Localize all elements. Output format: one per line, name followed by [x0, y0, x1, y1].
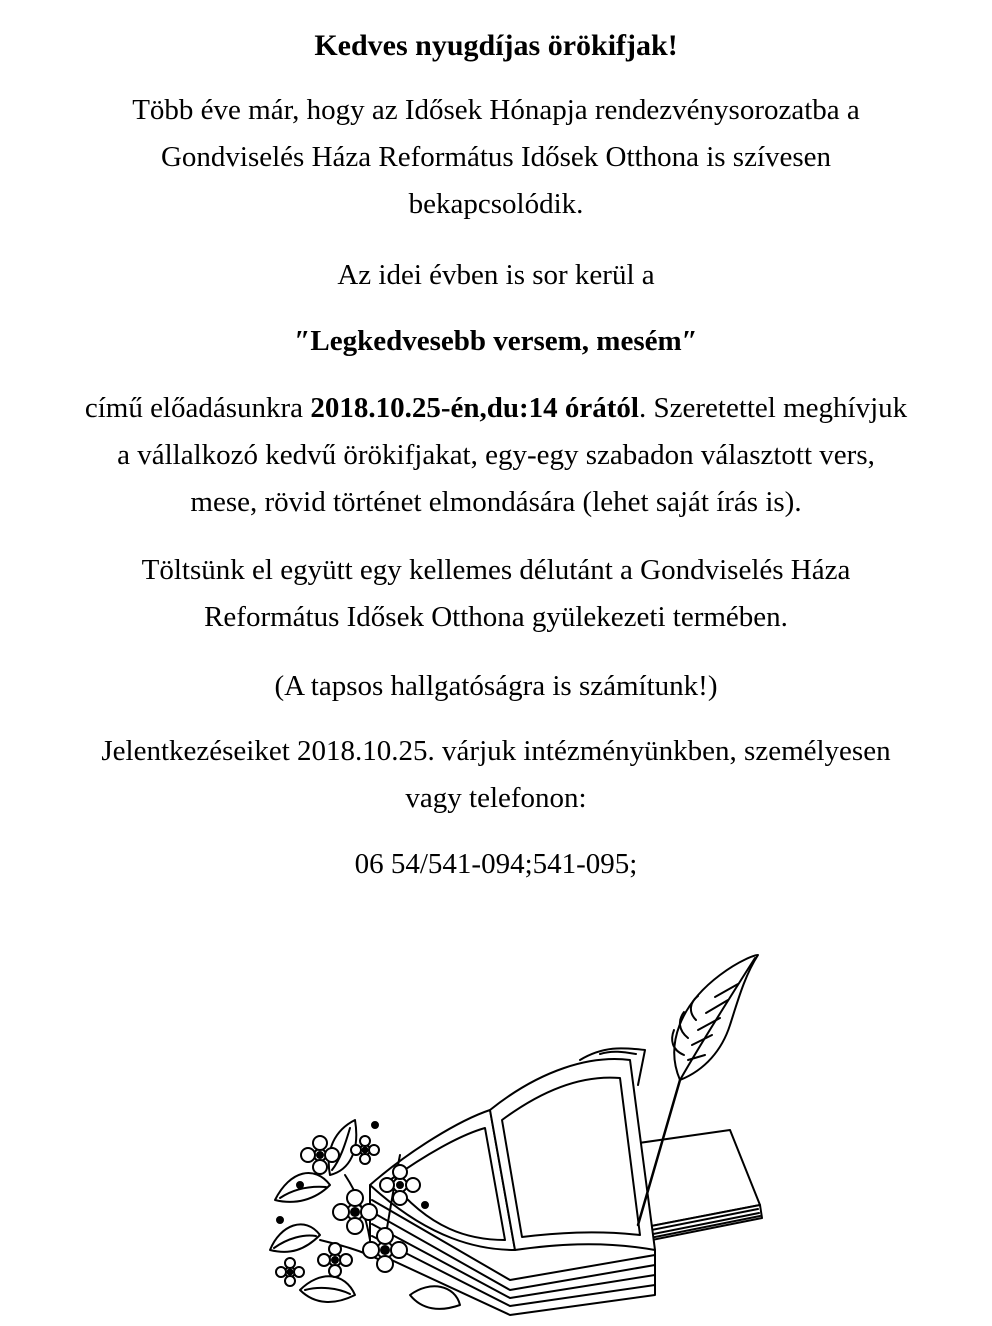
details-line-1-suffix: . Szeretettel meghívjuk — [638, 392, 908, 424]
page-title: Kedves nyugdíjas örökifjak! — [314, 29, 678, 62]
details-line-2: a vállalkozó kedvű örökifjakat, egy-egy szabadon választott vers, — [117, 439, 875, 471]
phone-number: 06 54/541-094;541-095; — [354, 848, 638, 880]
intro-line-3: bekapcsolódik. — [408, 188, 584, 220]
afternoon-line-1: Töltsünk el együtt egy kellemes délutánt a Gondviselés Háza — [141, 554, 851, 586]
afternoon-paragraph — [20, 547, 972, 641]
intro-line-1: Több éve már, hogy az Idősek Hónapja rendezvénysorozatba a — [132, 94, 860, 126]
registration-line-2: vagy telefonon: — [405, 782, 587, 814]
afternoon-line-2: Református Idősek Otthona gyülekezeti termében. — [204, 601, 788, 633]
details-line-1 — [20, 385, 972, 432]
audience-line: (A tapsos hallgatóságra is számítunk!) — [274, 670, 718, 702]
event-title: ″Legkedvesebb versem, mesém″ — [294, 325, 698, 357]
year-line: Az idei évben is sor kerül a — [337, 259, 655, 291]
details-line-3: mese, rövid történet elmondására (lehet saját írás is). — [190, 486, 802, 518]
details-line-1-prefix: című előadásunkra — [84, 392, 311, 424]
details-paragraph — [20, 385, 972, 526]
registration-paragraph — [20, 728, 972, 822]
book-quill-flowers-icon — [260, 950, 780, 1320]
registration-line-1: Jelentkezéseiket 2018.10.25. várjuk intézményünkben, személyesen — [101, 735, 891, 767]
event-date-time: 2018.10.25-én,du:14 órától — [310, 392, 639, 424]
intro-line-2: Gondviselés Háza Református Idősek Otthona is szívesen — [160, 141, 832, 173]
intro-paragraph — [20, 87, 972, 228]
